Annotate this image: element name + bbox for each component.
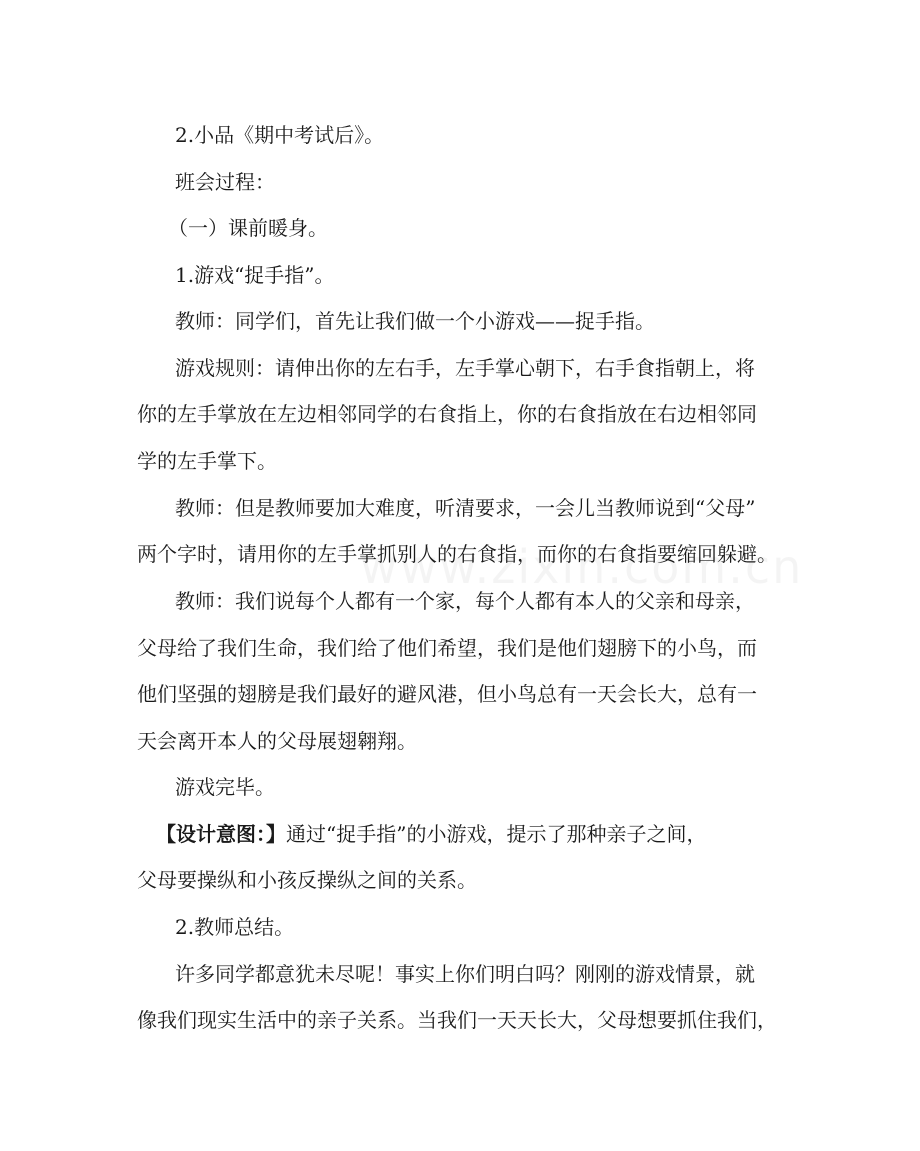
paragraph-line: 父母给了我们生命，我们给了他们希望，我们是他们翅膀下的小鸟，而 <box>137 636 757 660</box>
design-intent-text: 通过“捉手指”的小游戏，提示了那种亲子之间， <box>286 822 707 846</box>
paragraph-line: 教师：同学们，首先让我们做一个小游戏——捉手指。 <box>175 309 655 333</box>
paragraph-line: 父母要操纵和小孩反操纵之间的关系。 <box>137 868 477 892</box>
paragraph-line: 他们坚强的翅膀是我们最好的避风港，但小鸟总有一天会长大，总有一 <box>137 682 757 706</box>
paragraph-line: 教师：但是教师要加大难度，听清要求，一会儿当教师说到“父母” <box>175 496 756 520</box>
paragraph-line: 许多同学都意犹未尽呢！事实上你们明白吗？刚刚的游戏情景，就 <box>175 962 755 986</box>
paragraph-line: 班会过程： <box>175 170 275 194</box>
paragraph-line: 两个字时，请用你的左手掌抓别人的右食指，而你的右食指要缩回躲避。 <box>137 542 777 566</box>
paragraph-line: 像我们现实生活中的亲子关系。当我们一天天长大，父母想要抓住我们， <box>137 1008 777 1032</box>
paragraph-line: 游戏完毕。 <box>175 775 275 799</box>
paragraph-line <box>156 822 706 846</box>
paragraph-line: 1.游戏“捉手指”。 <box>175 263 335 287</box>
paragraph-line: 游戏规则：请伸出你的左右手，左手掌心朝下，右手食指朝上，将 <box>175 356 755 380</box>
paragraph-line: 2.小品《期中考试后》。 <box>175 123 385 147</box>
paragraph-line: 你的左手掌放在左边相邻同学的右食指上，你的右食指放在右边相邻同 <box>137 402 757 426</box>
design-intent-label: 【设计意图：】 <box>156 822 286 846</box>
paragraph-line: 学的左手掌下。 <box>137 449 277 473</box>
paragraph-line: 天会离开本人的父母展翅翱翔。 <box>137 729 417 753</box>
paragraph-line: （一）课前暖身。 <box>168 216 328 240</box>
paragraph-line: 教师：我们说每个人都有一个家，每个人都有本人的父亲和母亲， <box>175 589 755 613</box>
paragraph-line: 2.教师总结。 <box>175 915 295 939</box>
